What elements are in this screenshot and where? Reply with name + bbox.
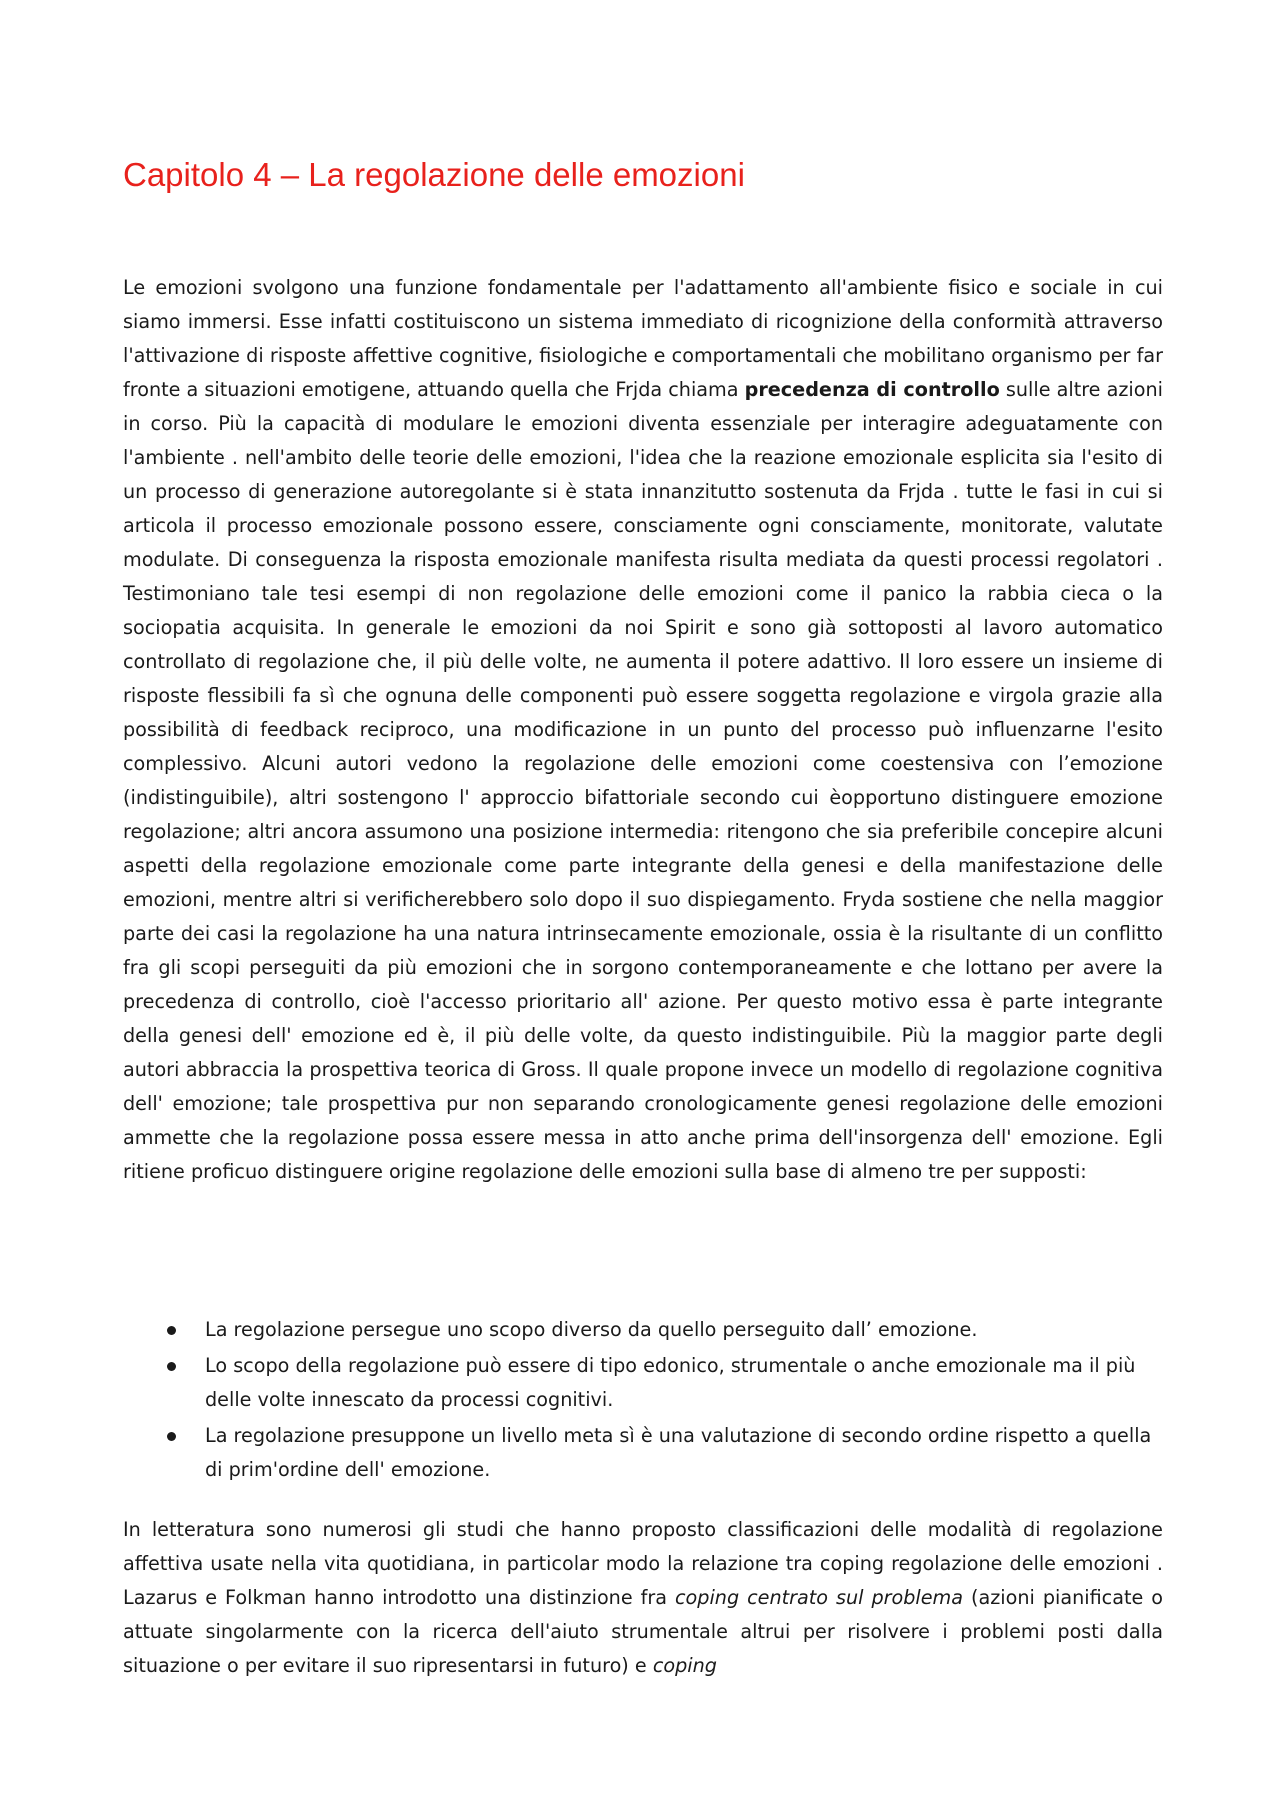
bullet-icon xyxy=(167,1326,176,1335)
paragraph-text: Le emozioni svolgono una funzione fondamentale per l'adattamento all'ambiente fisico e sociale in cui siamo immersi. Esse infatti costituiscono un sistema immediato di ricognizione della conformità attraverso l'attivazione di risposte affettive cognitive, fisiologiche e comportamentali che mobilitano organismo per far fronte a situazioni emotigene, attuando quella che Frjda chiama xyxy=(123,276,1163,401)
list-item xyxy=(123,1313,1163,1347)
italic-term: coping xyxy=(652,1654,717,1677)
body-paragraph-2 xyxy=(123,1513,1163,1683)
italic-term: coping centrato sul problema xyxy=(674,1586,964,1609)
paragraph-text: In letteratura sono numerosi gli studi che hanno proposto classificazioni delle modalità di regolazione affettiva usate nella vita quotidiana, in particolar modo la relazione tra coping regolazione delle emozioni . Lazarus e Folkman hanno introdotto una distinzione fra xyxy=(123,1518,1163,1609)
body-paragraph-1 xyxy=(123,271,1163,1189)
list-item xyxy=(123,1419,1163,1487)
list-item-text: La regolazione presuppone un livello meta sì è una valutazione di secondo ordine rispetto a quella di prim'ordine dell' emozione. xyxy=(205,1424,1152,1481)
bullet-icon xyxy=(167,1362,176,1371)
bullet-list xyxy=(123,1313,1163,1489)
paragraph-text: (azioni pianificate o attuate singolarmente con la ricerca dell'aiuto strumentale altrui per risolvere i problemi posti dalla situazione o per evitare il suo ripresentarsi in futuro) e xyxy=(123,1586,1164,1677)
chapter-title: Capitolo 4 – La regolazione delle emozioni xyxy=(123,156,745,193)
paragraph-text: sulle altre azioni in corso. Più la capacità di modulare le emozioni diventa essenziale per interagire adeguatamente con l'ambiente . nell'ambito delle teorie delle emozioni, l'idea che la reazione emozionale esplicita sia l'esito di un processo di generazione autoregolante si è stata innanzitutto sostenuta da Frjda . tutte le fasi in cui si articola il processo emozionale possono essere, consciamente ogni consciamente, monitorate, valutate modulate. Di conseguenza la risposta emozionale manifesta risulta mediata da questi processi regolatori . Testimoniano tale tesi esempi di non regolazione delle emozioni come il panico la rabbia cieca o la sociopatia acquisita. In generale le emozioni da noi Spirit e sono già sottoposti al lavoro automatico controllato di regolazione che, il più delle volte, ne aumenta il potere adattivo. Il loro essere un insieme di risposte flessibili fa sì che ognuna delle componenti può essere soggetta regolazione e virgola grazie alla possibilità di feedback reciproco, una modificazione in un punto del processo può influenzarne l'esito complessivo. Alcuni autori vedono la regolazione delle emozioni come coestensiva con l’emozione (indistinguibile), altri sostengono l' approccio bifattoriale secondo cui èopportuno distinguere emozione regolazione; altri ancora assumono una posizione intermedia: ritengono che sia preferibile concepire alcuni aspetti della regolazione emozionale come parte integrante della genesi e della manifestazione delle emozioni, mentre altri si verificherebbero solo dopo il suo dispiegamento. Fryda sostiene che nella maggior parte dei casi la regolazione ha una natura intrinsecamente emozionale, ossia è la risultante di un conflitto fra gli scopi perseguiti da più emozioni che in sorgono contemporaneamente e che lottano per avere la precedenza di controllo, cioè l'accesso prioritario all' azione. Per questo motivo essa è parte integrante della genesi dell' emozione ed è, il più delle volte, da questo indistinguibile. Più la maggior parte degli autori abbraccia la prospettiva teorica di Gross. Il quale propone invece un modello di regolazione cognitiva dell' emozione; tale prospettiva pur non separando cronologicamente genesi regolazione delle emozioni ammette che la regolazione possa essere messa in atto anche prima dell'insorgenza dell' emozione. Egli ritiene proficuo distinguere origine regolazione delle emozioni sulla base di almeno tre per supposti: xyxy=(123,378,1163,1183)
bold-term: precedenza di controllo xyxy=(744,378,1000,401)
list-item-text: La regolazione persegue uno scopo diverso da quello perseguito dall’ emozione. xyxy=(205,1318,978,1341)
list-item-text: Lo scopo della regolazione può essere di tipo edonico, strumentale o anche emozionale ma il più delle volte innescato da processi cognitivi. xyxy=(205,1354,1136,1411)
bullet-icon xyxy=(167,1432,176,1441)
list-item xyxy=(123,1349,1163,1417)
